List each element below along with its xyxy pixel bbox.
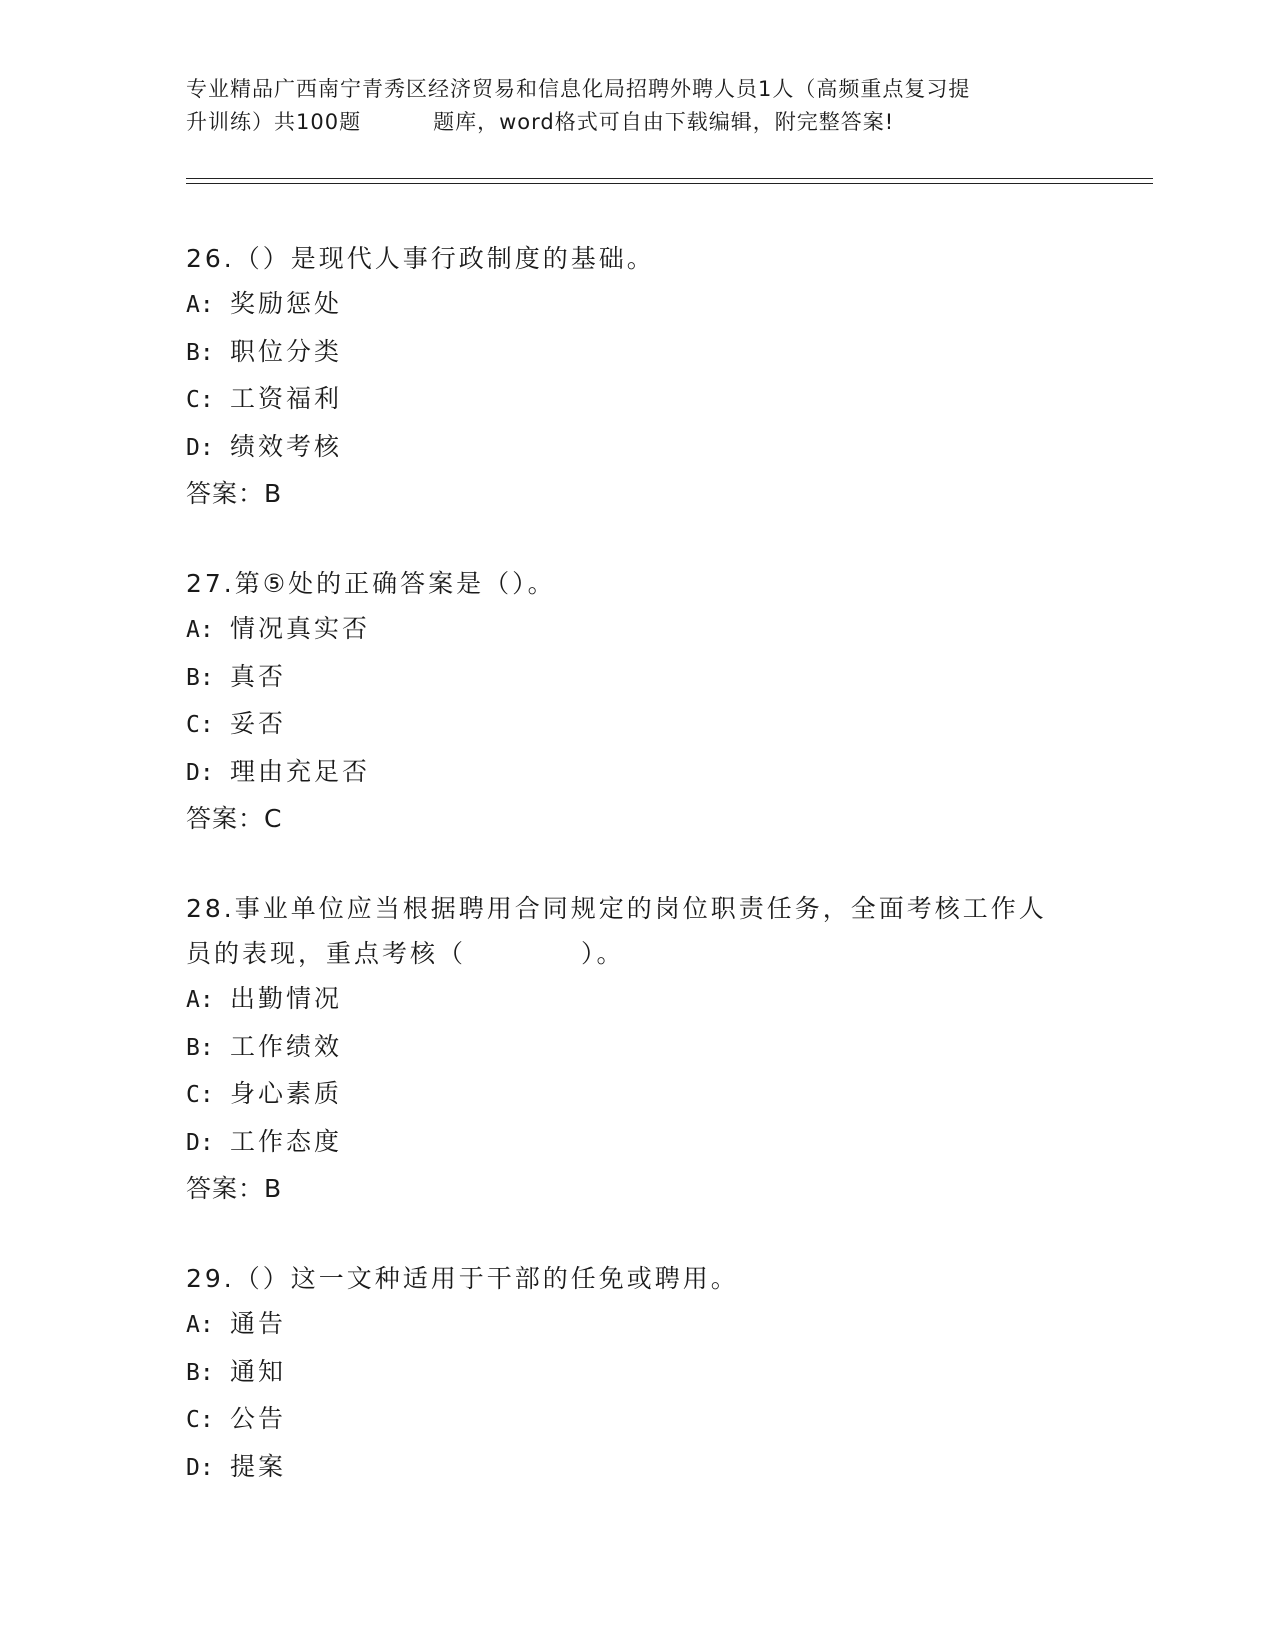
option-text: 公告 bbox=[230, 1404, 287, 1433]
option-letter: D: bbox=[186, 434, 214, 461]
option-letter: B: bbox=[186, 339, 214, 366]
option-a bbox=[186, 606, 1086, 654]
option-letter: B: bbox=[186, 664, 214, 691]
option-letter: B: bbox=[186, 1034, 214, 1061]
option-text: 提案 bbox=[230, 1451, 287, 1481]
option-d bbox=[186, 1119, 1086, 1167]
option-c bbox=[186, 376, 1086, 424]
option-text: 情况真实否 bbox=[230, 614, 371, 643]
question-stem-line-2-start: 员的表现，重点考核（ bbox=[186, 939, 467, 968]
option-text: 身心素质 bbox=[230, 1079, 343, 1108]
option-letter: D: bbox=[186, 1129, 214, 1156]
option-letter: A: bbox=[186, 1312, 214, 1338]
option-c bbox=[186, 1071, 1086, 1119]
option-a bbox=[186, 281, 1086, 329]
option-d bbox=[186, 424, 1086, 472]
question-27 bbox=[186, 561, 1086, 841]
option-d bbox=[186, 1444, 1086, 1492]
answer-line: 答案：B bbox=[186, 479, 283, 508]
answer-line: 答案：B bbox=[186, 1174, 283, 1203]
option-letter: A: bbox=[186, 987, 214, 1013]
option-a bbox=[186, 1301, 1086, 1349]
header-line-2-part-2: 题库，word格式可自由下载编辑，附完整答案! bbox=[433, 110, 895, 134]
option-text: 工作绩效 bbox=[230, 1031, 343, 1061]
answer-line: 答案：C bbox=[186, 804, 283, 833]
option-b bbox=[186, 1349, 1086, 1397]
option-text: 妥否 bbox=[230, 709, 287, 738]
header-line-1: 专业精品广西南宁青秀区经济贸易和信息化局招聘外聘人员1人（高频重点复习提 bbox=[186, 77, 971, 101]
option-b bbox=[186, 654, 1086, 702]
option-letter: B: bbox=[186, 1359, 214, 1386]
option-b bbox=[186, 329, 1086, 377]
question-stem bbox=[186, 886, 1086, 976]
question-stem-line-1: 28.事业单位应当根据聘用合同规定的岗位职责任务，全面考核工作人 bbox=[186, 894, 1047, 923]
option-text: 通告 bbox=[230, 1309, 287, 1338]
option-letter: C: bbox=[186, 1407, 214, 1433]
question-28 bbox=[186, 886, 1086, 1211]
option-text: 职位分类 bbox=[230, 336, 343, 366]
question-stem: 29.（）这一文种适用于干部的任免或聘用。 bbox=[186, 1264, 739, 1293]
option-text: 绩效考核 bbox=[230, 431, 343, 461]
option-text: 工作态度 bbox=[230, 1126, 343, 1156]
option-letter: D: bbox=[186, 1454, 214, 1481]
option-a bbox=[186, 976, 1086, 1024]
option-letter: A: bbox=[186, 617, 214, 643]
question-29 bbox=[186, 1256, 1086, 1491]
option-text: 理由充足否 bbox=[230, 756, 371, 786]
option-d bbox=[186, 749, 1086, 797]
header-divider-top bbox=[186, 178, 1153, 179]
header-divider-bottom bbox=[186, 183, 1153, 184]
question-stem: 26.（）是现代人事行政制度的基础。 bbox=[186, 244, 655, 273]
document-header bbox=[186, 73, 1086, 139]
option-letter: A: bbox=[186, 292, 214, 318]
option-b bbox=[186, 1024, 1086, 1072]
header-line-2-part-1: 升训练）共100题 bbox=[186, 110, 362, 134]
option-text: 工资福利 bbox=[230, 384, 343, 413]
option-letter: C: bbox=[186, 387, 214, 413]
option-text: 真否 bbox=[230, 661, 287, 691]
question-stem: 27.第⑤处的正确答案是（）。 bbox=[186, 569, 556, 598]
question-26 bbox=[186, 236, 1086, 516]
question-list bbox=[186, 236, 1086, 1536]
option-text: 奖励惩处 bbox=[230, 289, 343, 318]
option-c bbox=[186, 1396, 1086, 1444]
question-stem-line-2-end: ）。 bbox=[581, 939, 625, 968]
option-letter: D: bbox=[186, 759, 214, 786]
option-text: 出勤情况 bbox=[230, 984, 343, 1013]
header-line-2 bbox=[186, 106, 1086, 139]
option-c bbox=[186, 701, 1086, 749]
option-letter: C: bbox=[186, 712, 214, 738]
option-letter: C: bbox=[186, 1082, 214, 1108]
option-text: 通知 bbox=[230, 1356, 287, 1386]
